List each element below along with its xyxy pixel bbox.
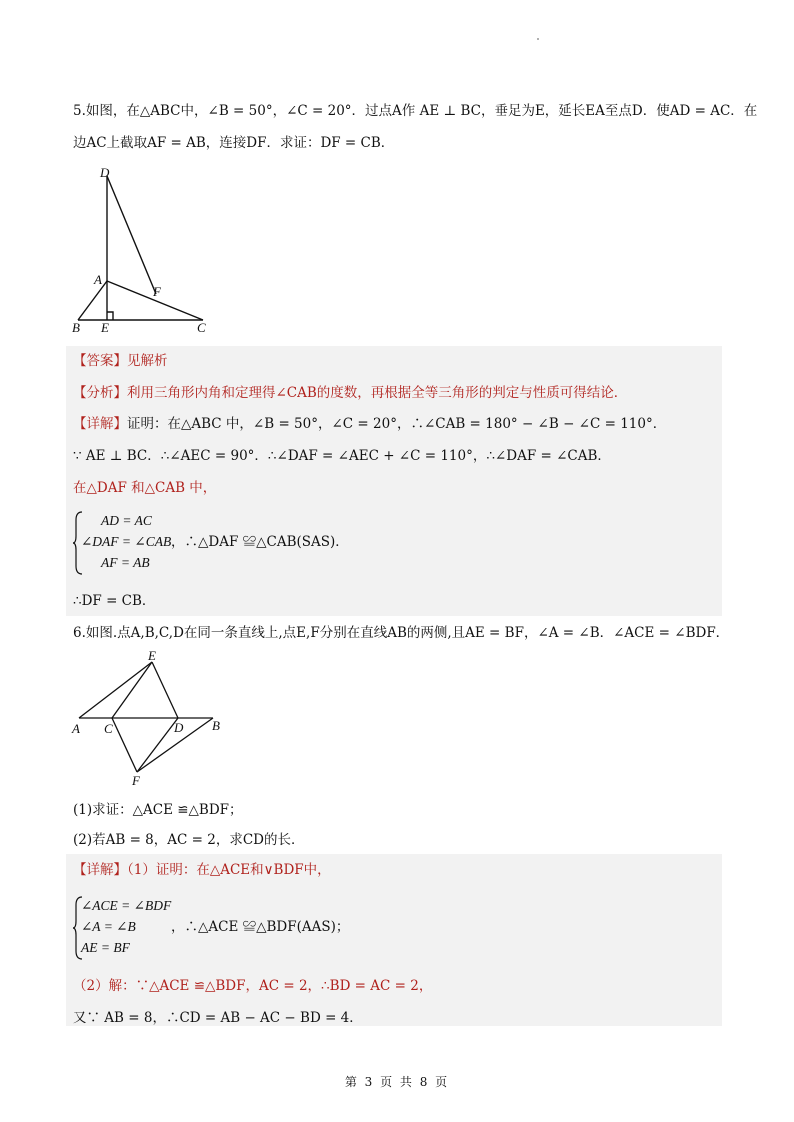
q5-detail-line2: ∵ AE ⊥ BC．∴∠AEC = 90°．∴∠DAF = ∠AEC + ∠C = 110°，∴∠DAF = ∠CAB．: [73, 448, 611, 464]
q5-statement-line1: 5.如图，在△ABC中，∠B = 50°，∠C = 20°．过点A作 AE ⊥ BC，垂足为E，延长EA至点D．使AD = AC．在: [73, 103, 758, 119]
q5-label-f: F: [153, 284, 161, 299]
q6-label-a: A: [72, 721, 80, 736]
q5-line-ab: [78, 281, 107, 320]
q5-label-a: A: [94, 272, 102, 287]
q5-answer: [73, 351, 168, 371]
q6-label-e: E: [148, 648, 156, 663]
q6-line-fd: [137, 718, 178, 772]
q5-line-df: [107, 176, 156, 294]
q6-detail-line2-text: （2）解：∵△ACE ≌△BDF，AC = 2，∴BD = AC = 2，: [73, 978, 433, 994]
q6-line-cf: [112, 718, 137, 772]
q5-label-e: E: [101, 320, 109, 335]
q5-system-conclusion: ，∴△DAF ≌△CAB(SAS)．: [171, 534, 349, 550]
page-footer: 第 3 页 共 8 页: [344, 1075, 450, 1089]
q5-analysis-text: 利用三角形内角和定理得∠CAB的度数，再根据全等三角形的判定与性质可得结论．: [127, 385, 628, 401]
q6-part2: (2)若AB = 8，AC = 2，求CD的长．: [73, 832, 305, 848]
q5-detail-line3: 在△DAF 和△CAB 中，: [73, 480, 217, 496]
q5-statement-line2: 边AC上截取AF = AB，连接DF．求证：DF = CB．: [73, 135, 395, 151]
q5-right-angle-mark: [107, 312, 113, 320]
q6-equation-system: [73, 895, 393, 961]
q6-system-conclusion: ，∴△ACE ≌△BDF(AAS)；: [171, 919, 350, 935]
q5-answer-text: 见解析: [127, 353, 168, 369]
q6-detail-line1: [73, 860, 331, 880]
q6-system-row2: ∠A = ∠B: [81, 919, 136, 934]
q6-label-f: F: [132, 773, 140, 788]
q5-analysis-tag: 【分析】: [73, 385, 127, 401]
q6-detail-text1: （1）证明：在△ACE和∨BDF中，: [127, 862, 331, 878]
q5-system-row1: AD = AC: [101, 513, 152, 528]
q5-figure: [66, 164, 226, 336]
q5-label-c: C: [197, 320, 206, 335]
q5-label-d: D: [100, 165, 110, 180]
q5-equation-system: [73, 510, 393, 576]
q6-system-row3: AE = BF: [81, 940, 130, 955]
q6-system-row1: ∠ACE = ∠BDF: [81, 898, 172, 913]
q5-system-row2: ∠DAF = ∠CAB: [81, 534, 172, 549]
scan-dot: [537, 38, 539, 40]
q6-detail-tag: 【详解】: [73, 862, 127, 878]
q6-line-ed: [152, 662, 178, 718]
q6-part1: (1)求证：△ACE ≌△BDF；: [73, 802, 243, 818]
q6-detail-line2: [73, 976, 432, 996]
q6-label-c: C: [104, 721, 113, 736]
q6-label-b: B: [212, 718, 220, 733]
q6-detail-line3: [73, 1008, 363, 1028]
q5-detail-tag: 【详解】: [73, 416, 127, 432]
q5-label-b: B: [72, 320, 80, 335]
q5-detail-line1: [73, 414, 666, 434]
q6-line-ae: [79, 662, 152, 718]
q5-final: ∴DF = CB．: [73, 593, 156, 609]
q6-label-d: D: [174, 720, 184, 735]
q5-answer-tag: 【答案】: [73, 353, 127, 369]
q6-detail-line3-text: 又∵ AB = 8，∴CD = AB − AC − BD = 4．: [73, 1010, 363, 1026]
q6-line-ec: [112, 662, 152, 718]
q5-system-row3: AF = AB: [101, 555, 150, 570]
q6-figure: [66, 648, 236, 788]
q5-detail-text1: 证明：在△ABC 中，∠B = 50°，∠C = 20°，∴∠CAB = 180° − ∠B − ∠C = 110°．: [127, 416, 667, 432]
q6-statement: 6.如图.点A,B,C,D在同一条直线上,点E,F分别在直线AB的两侧,且AE = BF，∠A = ∠B．∠ACE = ∠BDF．: [73, 625, 730, 641]
q5-analysis: [73, 383, 627, 403]
